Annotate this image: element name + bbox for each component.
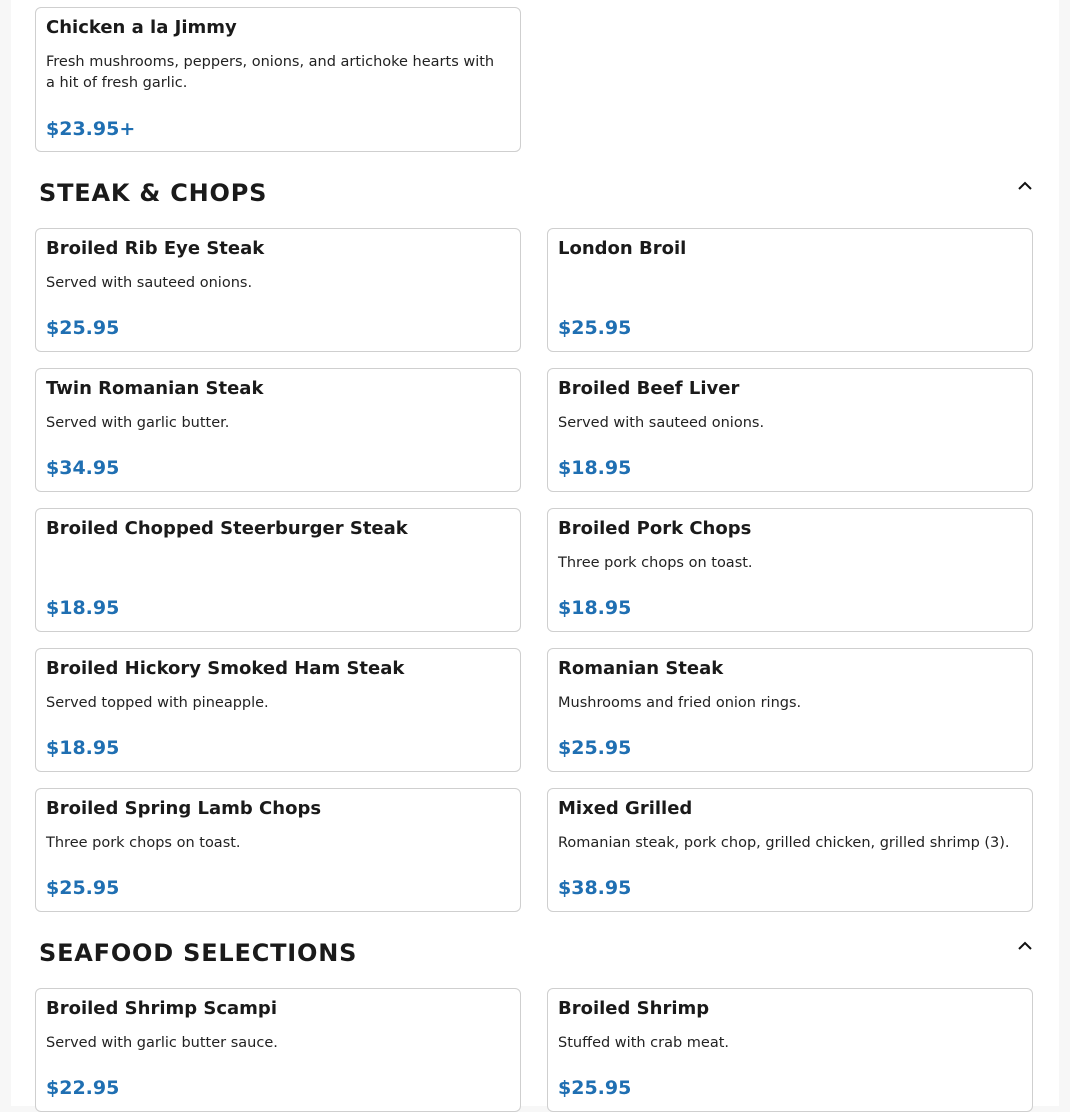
- menu-item-description: Three pork chops on toast.: [46, 835, 241, 851]
- menu-item-description: Fresh mushrooms, peppers, onions, and artichoke hearts with a hit of fresh garlic.: [46, 54, 495, 91]
- menu-item-description: Served with sauteed onions.: [558, 415, 765, 431]
- menu-item-card[interactable]: [35, 788, 521, 912]
- menu-item-name: Mixed Grilled: [558, 798, 693, 819]
- menu-item-name: Twin Romanian Steak: [46, 378, 264, 399]
- collapse-section-button[interactable]: [1014, 175, 1036, 197]
- menu-item-price: $18.95: [558, 457, 632, 479]
- menu-item-name: London Broil: [558, 238, 687, 259]
- menu-item-card[interactable]: [35, 508, 521, 632]
- chevron-up-icon: [1014, 935, 1036, 957]
- menu-item-name: Broiled Beef Liver: [558, 378, 740, 399]
- menu-item-description: Romanian steak, pork chop, grilled chicken, grilled shrimp (3).: [558, 835, 1010, 851]
- menu-item-description: Served with garlic butter.: [46, 415, 230, 431]
- menu-item-card[interactable]: [35, 988, 521, 1112]
- menu-item-description: Three pork chops on toast.: [558, 555, 753, 571]
- collapse-section-button[interactable]: [1014, 935, 1036, 957]
- section-title-steak-chops: STEAK & CHOPS: [39, 179, 268, 207]
- menu-item-card[interactable]: [547, 648, 1033, 772]
- menu-item-price: $25.95: [558, 737, 632, 759]
- menu-item-name: Broiled Rib Eye Steak: [46, 238, 265, 259]
- menu-item-price: $25.95: [558, 1077, 632, 1099]
- menu-item-description: Served topped with pineapple.: [46, 695, 269, 711]
- menu-item-description: Served with sauteed onions.: [46, 275, 253, 291]
- menu-item-name: Broiled Shrimp Scampi: [46, 998, 277, 1019]
- menu-item-price: $23.95+: [46, 118, 136, 140]
- menu-item-price: $18.95: [558, 597, 632, 619]
- menu-item-price: $22.95: [46, 1077, 120, 1099]
- menu-item-description: Served with garlic butter sauce.: [46, 1035, 278, 1051]
- menu-item-card[interactable]: [35, 648, 521, 772]
- menu-item-price: $34.95: [46, 457, 120, 479]
- menu-item-name: Broiled Spring Lamb Chops: [46, 798, 322, 819]
- menu-item-card[interactable]: [35, 228, 521, 352]
- menu-item-price: $18.95: [46, 737, 120, 759]
- menu-item-description: Stuffed with crab meat.: [558, 1035, 730, 1051]
- menu-item-card[interactable]: [547, 988, 1033, 1112]
- menu-item-name: Broiled Chopped Steerburger Steak: [46, 518, 408, 539]
- menu-item-name: Broiled Hickory Smoked Ham Steak: [46, 658, 405, 679]
- menu-item-price: $25.95: [558, 317, 632, 339]
- menu-page: [11, 0, 1059, 1106]
- chevron-up-icon: [1014, 175, 1036, 197]
- menu-item-name: Romanian Steak: [558, 658, 724, 679]
- menu-item-description: Mushrooms and fried onion rings.: [558, 695, 802, 711]
- menu-item-price: $25.95: [46, 317, 120, 339]
- menu-item-card[interactable]: [547, 508, 1033, 632]
- menu-item-name: Chicken a la Jimmy: [46, 17, 237, 38]
- menu-item-card[interactable]: [35, 368, 521, 492]
- menu-item-price: $18.95: [46, 597, 120, 619]
- menu-item-card[interactable]: [547, 788, 1033, 912]
- menu-item-name: Broiled Shrimp: [558, 998, 710, 1019]
- section-title-seafood-selections: SEAFOOD SELECTIONS: [39, 939, 358, 967]
- menu-item-name: Broiled Pork Chops: [558, 518, 752, 539]
- menu-item-price: $25.95: [46, 877, 120, 899]
- menu-item-price: $38.95: [558, 877, 632, 899]
- menu-item-card[interactable]: [547, 368, 1033, 492]
- menu-item-card[interactable]: [35, 7, 521, 152]
- menu-item-card[interactable]: [547, 228, 1033, 352]
